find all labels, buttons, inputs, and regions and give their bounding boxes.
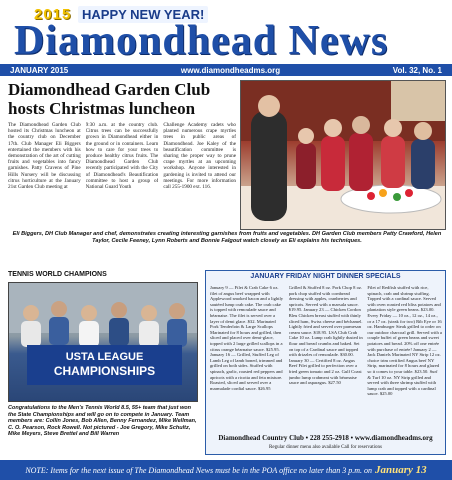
dinner-column: Filet of Redfish stuffed with rice, spinach, crab and shrimp stuffing. Topped with a cardinal sauce. Served with oven roasted red bliss potatoes and plantation style green beans. $23.00. Every Friday — 10 oz., 12 oz., 14 oz., or a 17 oz. (steak for two) Rib Eye or 16 oz. Hamburger Steak grilled to order on our outdoor charcoal grill. Served with a couple buffet of green beans and sweet potatoes and bread. 20% off one entrée with purchase of entrée! January 2 — Jack Daniels Marinated NY Strip 12 oz. choice trim certified Angus beef NY Strip, marinated for 8 hours and glazed so it comes to your table. $23.50. Surf & Turf 10 oz. NY Strip grilled and served with three shrimp stuffed with lump crab and topped with a cardinal sauce. $25.00 — [367, 285, 442, 397]
masthead — [0, 0, 452, 76]
issue-date: JANUARY 2015 — [10, 65, 69, 75]
issue-info-bar — [0, 64, 452, 76]
submission-deadline-bar — [0, 460, 452, 480]
lead-headline: Diamondhead Garden Club hosts Christmas luncheon — [8, 80, 211, 118]
year-badge: 2015 — [34, 6, 72, 23]
lead-photo-caption: Eli Biggers, DH Club Manager and chef, demonstrates creating interesting garnishes from fruits and vegetables. DH Garden Club members Patty Crawford, Helen Taylor, Cecile Feeney, Lynn Roberts and Bonnie Falgout watch closely as Eli explains his techniques. — [12, 231, 442, 244]
usta-banner — [27, 345, 182, 385]
lead-column: The Diamondhead Garden Club hosted its Christmas luncheon at the country club on December 17th. Club Manager Eli Biggers entertained the members with his demonstration of the art of cutting fruits and vegetables into fancy garnishes. Patty Cravens of Pine Hills Nursery will be discussing citrus horticulture at the January 21st Garden Club meeting at — [8, 122, 81, 191]
banner-line-2: CHAMPIONSHIPS — [53, 364, 156, 378]
volume-number: Vol. 32, No. 1 — [392, 65, 442, 75]
country-club-contact: Diamondhead Country Club • 228 255-2918 • www.diamondheadms.org — [218, 434, 433, 442]
dinner-column: January 9 — Filet & Crab Cake 6 oz. filet of angus beef wrapped with Applewood smoked bacon and a lightly sautéed lump crab cake. The crab cake is topped with remoulade sauce and béarnaise. The filet is served over a layer of demi glace. $32. Marinated Pork Tenderloin & Large Scallops Marinated for 8 hours and grilled, then sliced and placed over demi-glace, topped with 2 large grilled scallops in a citrus orange béarnaise sauce. $25.95. January 16 — Grilled, Stuffed Leg of Lamb Leg of lamb boned, trimmed and grilled on both sides. Stuffed with spinach, garlic, roasted red peppers and apricots with a ricotta and feta mixture. Roasted, sliced and served over a marmalade cordial sauce. $26.95 — [210, 285, 284, 391]
garden-club-photo — [240, 80, 446, 230]
dinner-reservation-note: Regular dinner menu also available Call for reservations — [269, 445, 382, 450]
luncheon-scene-illustration — [241, 81, 446, 230]
dinner-specials-title: JANUARY FRIDAY NIGHT DINNER SPECIALS — [250, 273, 401, 280]
tennis-caption: Congratulations to the Men's Tennis World 8.5, 55+ team that just won the State Championships and will go on to compete in January. Team members are: Collin Jones, Bob Allen, Benny Fernandez, Mike Wellman, C. O. Pearson, Rock Rowell. Not pictured - Joe Gregory, Mike Schultz, Mike Meyers, Steve Brettel and Bill Warren — [8, 405, 197, 438]
tennis-team-photo — [8, 282, 198, 402]
new-year-greeting: HAPPY NEW YEAR! — [78, 6, 208, 23]
lead-story-body — [8, 122, 236, 226]
lead-column: 9:30 a.m. at the country club. Citrus trees can be successfully grown in Diamondhead either in the ground or in containers. Learn how to care for your trees to produce healthy citrus fruits. The Diamondhead Garden Club recently participated with the City of Diamondhead's Beautification committee to host a group of National Guard Youth — [85, 122, 159, 191]
lead-column: Challenge Academy cadets who planted numerous crape myrtles trees in public areas of Diamondhead. Joe Kaley of the beautification committee is sharing the proper way to prune crape myrtles at an upcoming workshop. Anyone interested in gardening is invited to attend our meetings. For more information call 255-1900 ext. 116. — [163, 122, 237, 191]
deadline-date: January 13 — [375, 464, 427, 476]
dinner-specials-body — [210, 285, 442, 427]
deadline-text: NOTE: Items for the next issue of The Diamondhead News must be in the POA office no later than 3 p.m. on — [25, 465, 373, 475]
newspaper-title: Diamondhead News — [14, 18, 389, 64]
dinner-column: Grilled & Stuffed 8 oz. Pork Chop 8 oz. pork chop stuffed with cornbread dressing with apples, cranberries and apricots. Served with a marsala sauce. $19.95. January 23 — Chicken Cordon Bleu Chicken breast stuffed with thinly sliced ham, Swiss cheese and béchamel. Lightly fried and served over parmesan cream sauce. $18.95. LSA Club Crab Cake 10 oz. Lump crab lightly dusted in flour and bread crumbs and baked. Set on top of a Cardinal sauce and topped with drizzles of remoulade. $30.00. January 30 — Certified 8 oz. Angus Beef Filet grilled to perfection over a fried green tomato and 2 oz. Gulf Coast jumbo lump crabmeat with béarnaise sauce and asparagus. $27.50 — [288, 285, 363, 386]
tennis-section-title: TENNIS WORLD CHAMPIONS — [8, 271, 107, 278]
website-link[interactable]: www.diamondheadms.org — [180, 65, 281, 75]
banner-line-1: USTA LEAGUE — [65, 351, 144, 363]
